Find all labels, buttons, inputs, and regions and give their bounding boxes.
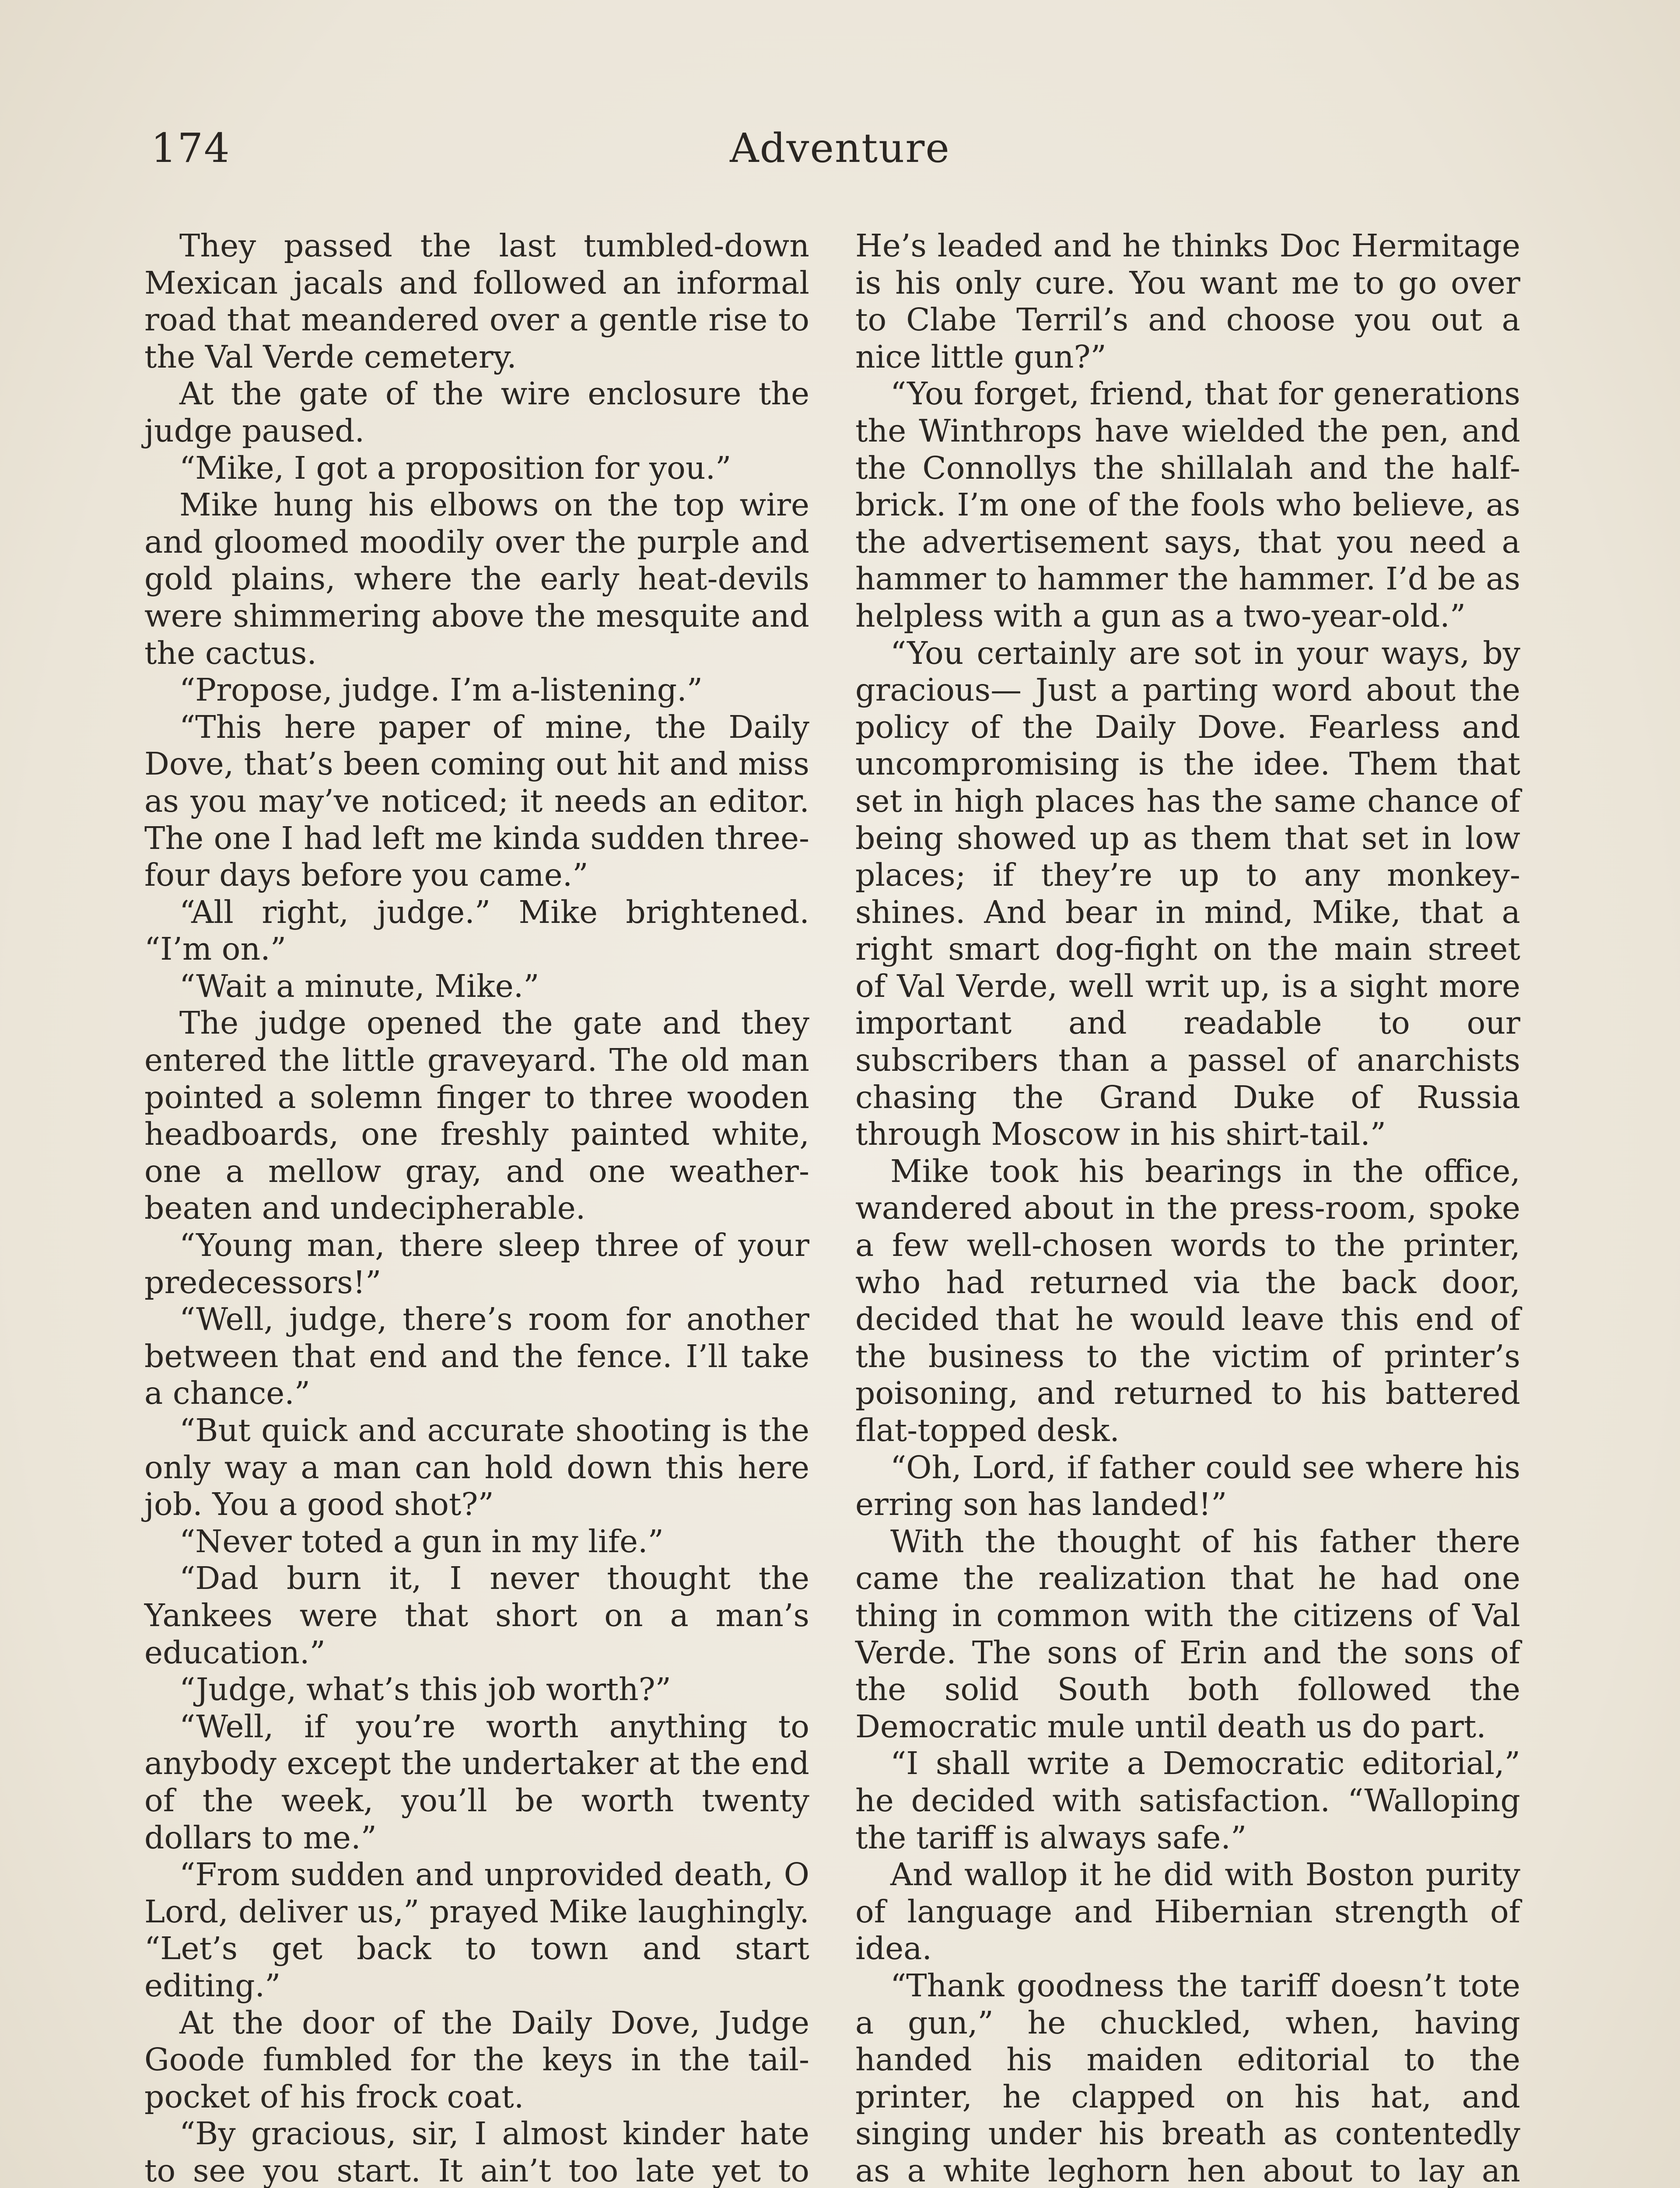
paragraph: He’s leaded and he thinks Doc Hermitage is his only cure. You want me to go over to Clabe Terril’s and choose you out a nice little gun?” [855, 228, 1520, 375]
paragraph: Mike took his bearings in the office, wandered about in the press-room, spoke a few well-chosen words to the printer, who had returned via the back door, decided that he would leave this end of the business to the victim of printer’s poisoning, and returned to his battered flat-topped desk. [855, 1153, 1520, 1448]
left-text-column [144, 228, 809, 2188]
paragraph: “Never toted a gun in my life.” [179, 1523, 664, 1560]
paragraph: “Oh, Lord, if father could see where his erring son has landed!” [855, 1449, 1520, 1523]
paragraph: They passed the last tumbled-down Mexican jacals and followed an informal road that meandered over a gentle rise to the Val Verde cemetery. [144, 228, 809, 375]
paragraph: At the gate of the wire enclosure the judge paused. [144, 375, 809, 449]
paragraph: Mike hung his elbows on the top wire and gloomed moodily over the purple and gold plains, where the early heat-devils were shimmering above the mesquite and the cactus. [144, 487, 809, 671]
paragraph: “Wait a minute, Mike.” [179, 968, 539, 1004]
paragraph: “I shall write a Democratic editorial,” he decided with satisfaction. “Walloping the tariff is always safe.” [855, 1745, 1520, 1856]
paragraph: And wallop it he did with Boston purity of language and Hibernian strength of idea. [855, 1856, 1520, 1967]
paragraph: “Mike, I got a proposition for you.” [179, 449, 732, 486]
running-title: Adventure [730, 125, 950, 172]
paragraph: “But quick and accurate shooting is the only way a man can hold down this here job. You a good shot?” [144, 1412, 809, 1523]
paragraph: “Well, judge, there’s room for another between that end and the fence. I’ll take a chance.” [144, 1301, 809, 1412]
paragraph: “Thank goodness the tariff doesn’t tote a gun,” he chuckled, when, having handed his maiden editorial to the printer, he clapped on his hat, and singing under his breath as contentedly as a white leghorn hen about to lay an [855, 1967, 1520, 2188]
paragraph: “Propose, judge. I’m a-listening.” [179, 672, 703, 708]
paragraph: “From sudden and unprovided death, O Lord, deliver us,” prayed Mike laughingly. “Let’s get back to town and start editing.” [144, 1856, 809, 2004]
paragraph: “You forget, friend, that for generations the Winthrops have wielded the pen, and the Connollys the shillalah and the half-brick. I’m one of the fools who believe, as the advertisement says, that you need a hammer to hammer the hammer. I’d be as helpless with a gun as a two-year-old.” [855, 375, 1520, 634]
paragraph: “This here paper of mine, the Daily Dove, that’s been coming out hit and miss as you may’ve noticed; it needs an editor. The one I had left me kinda sudden three-four days before you came.” [144, 708, 809, 894]
paragraph: “By gracious, sir, I almost kinder hate to see you start. It ain’t too late yet to [144, 2115, 809, 2188]
paragraph: At the door of the Daily Dove, Judge Goode fumbled for the keys in the tail-pocket of his frock coat. [144, 2004, 809, 2115]
paragraph: “Young man, there sleep three of your predecessors!” [144, 1227, 809, 1301]
paragraph: The judge opened the gate and they entered the little graveyard. The old man pointed a solemn finger to three wooden headboards, one freshly painted white, one a mellow gray, and one weather-beaten and undecipherable. [144, 1005, 809, 1227]
right-text-column [855, 228, 1520, 2188]
paragraph: “Dad burn it, I never thought the Yankees were that short on a man’s education.” [144, 1560, 809, 1671]
paragraph: “Well, if you’re worth anything to anybody except the undertaker at the end of the week, you’ll be worth twenty dollars to me.” [144, 1708, 809, 1856]
paragraph: “Judge, what’s this job worth?” [179, 1671, 671, 1708]
page-header [151, 125, 1529, 182]
paragraph: With the thought of his father there came the realization that he had one thing in common with the citizens of Val Verde. The sons of Erin and the sons of the solid South both followed the Democratic mule until death us do part. [855, 1523, 1520, 1745]
paragraph: “All right, judge.” Mike brightened. “I’m on.” [144, 894, 809, 968]
paragraph: “You certainly are sot in your ways, by gracious— Just a parting word about the policy of the Daily Dove. Fearless and uncompromising is the idee. Them that set in high places has the same chance of being showed up as them that set in low places; if they’re up to any monkey-shines. And bear in mind, Mike, that a right smart dog-fight on the main street of Val Verde, well writ up, is a sight more important and readable to our subscribers than a passel of anarchists chasing the Grand Duke of Russia through Moscow in his shirt-tail.” [855, 635, 1520, 1153]
page-number: 174 [151, 125, 231, 172]
